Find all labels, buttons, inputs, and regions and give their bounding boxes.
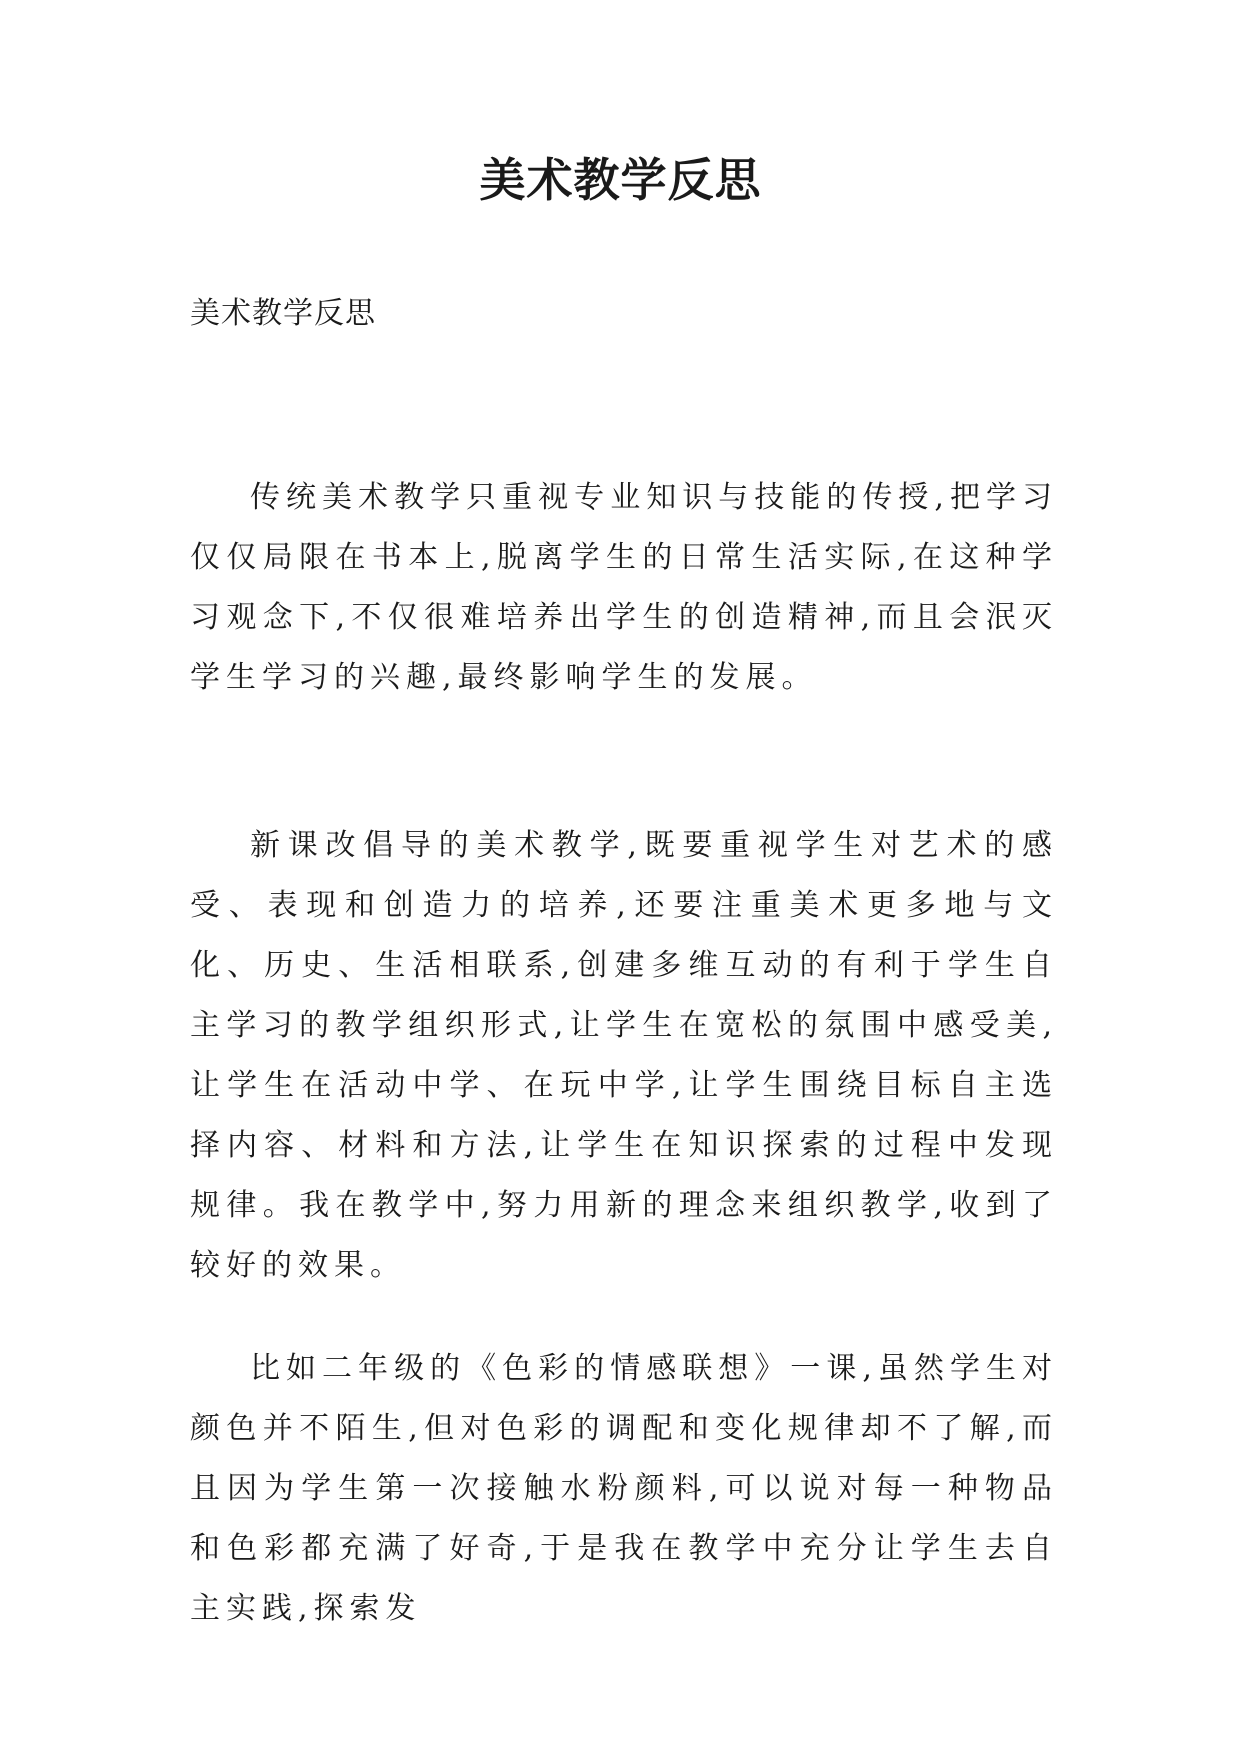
paragraph-3: 比如二年级的《色彩的情感联想》一课,虽然学生对颜色并不陌生,但对色彩的调配和变化规律却不了解,而且因为学生第一次接触水粉颜料,可以说对每一种物品和色彩都充满了好奇,于是我在教学中充分让学生去自主实践,探索发 <box>190 1351 1058 1626</box>
document-title: 美术教学反思 <box>479 153 762 207</box>
paragraph-1: 传统美术教学只重视专业知识与技能的传授,把学习仅仅局限在书本上,脱离学生的日常生活实际,在这种学习观念下,不仅很难培养出学生的创造精神,而且会泯灭学生学习的兴趣,最终影响学生的发展。 <box>190 480 1058 695</box>
paragraph-2: 新课改倡导的美术教学,既要重视学生对艺术的感受、表现和创造力的培养,还要注重美术更多地与文化、历史、生活相联系,创建多维互动的有利于学生自主学习的教学组织形式,让学生在宽松的氛围中感受美,让学生在活动中学、在玩中学,让学生围绕目标自主选择内容、材料和方法,让学生在知识探索的过程中发现规律。我在教学中,努力用新的理念来组织教学,收到了较好的效果。 <box>190 828 1058 1283</box>
document-subtitle: 美术教学反思 <box>190 296 376 331</box>
